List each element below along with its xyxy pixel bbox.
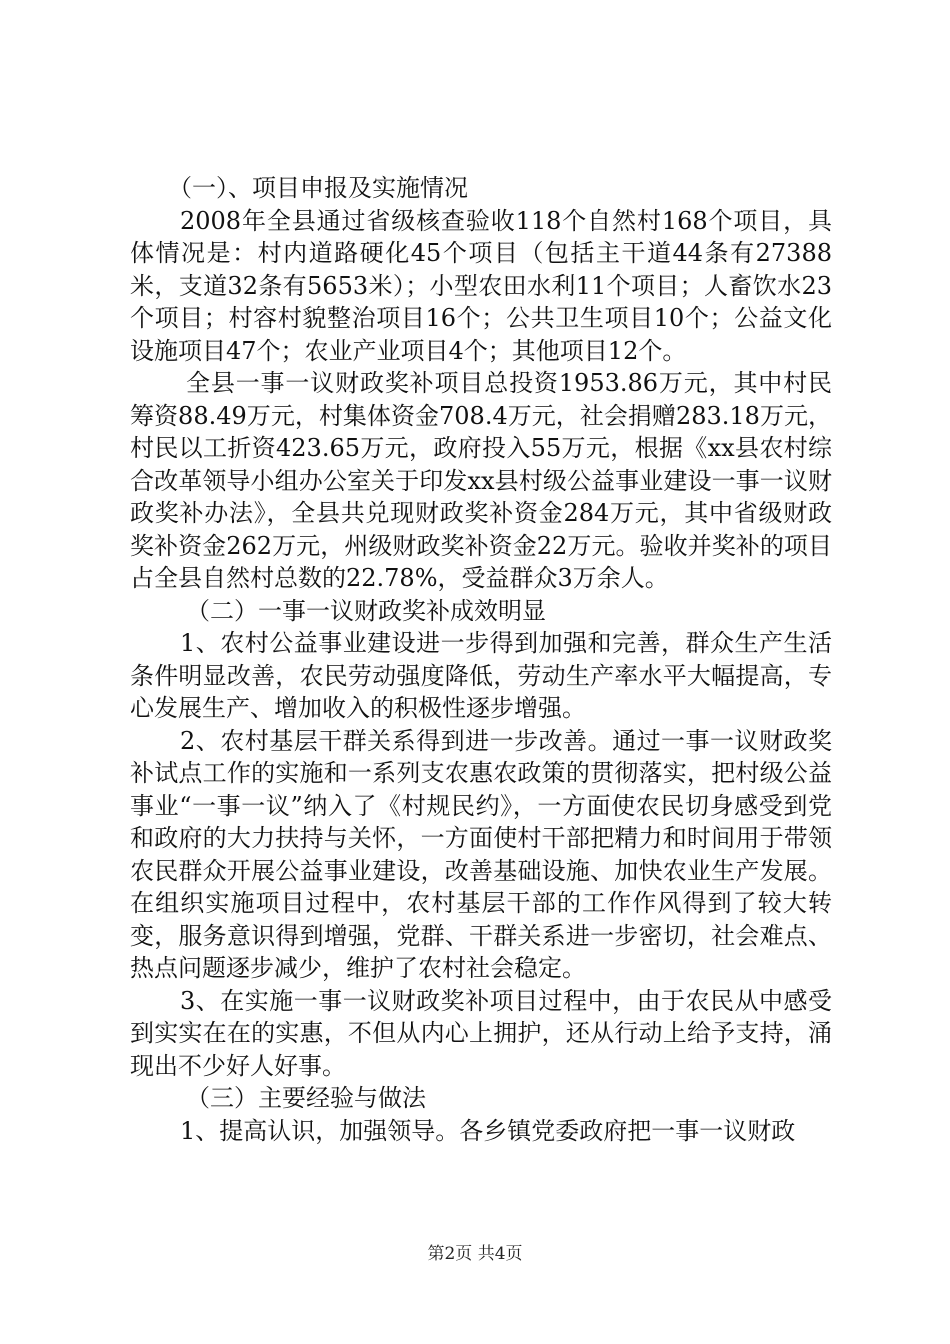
section-heading-2: （二）一事一议财政奖补成效明显 <box>186 596 546 625</box>
section-heading-3: （三）主要经验与做法 <box>186 1084 426 1112</box>
paragraph-project-summary: 2008年全县通过省级核查验收118个自然村168个项目，具体情况是：村内道路硬化45个项目（包括主干道44条有27388米，支道32条有5653米）；小型农田水利11个项目；人畜饮水23个项目；村容村貌整治项目16个；公共卫生项目10个；公益文化设施项目47个；农业产业项目4个；其他项目12个。 <box>130 206 832 365</box>
paragraph-experience-1: 1、提高认识，加强领导。各乡镇党委政府把一事一议财政 <box>180 1116 796 1145</box>
section-heading-1: （一）、项目申报及实施情况 <box>168 174 468 202</box>
paragraph-point-3: 3、在实施一事一议财政奖补项目过程中，由于农民从中感受到实实在在的实惠，不但从内心上拥护，还从行动上给予支持，涌现出不少好人好事。 <box>130 986 832 1080</box>
paragraph-point-1: 1、农村公益事业建设进一步得到加强和完善，群众生产生活条件明显改善，农民劳动强度降低，劳动生产率水平大幅提高，专心发展生产、增加收入的积极性逐步增强。 <box>130 629 832 722</box>
page-number-footer: 第2页 共4页 <box>427 1244 523 1264</box>
paragraph-investment-summary: 全县一事一议财政奖补项目总投资1953.86万元，其中村民筹资88.49万元，村集体资金708.4万元，社会捐赠283.18万元，村民以工折资423.65万元，政府投入55万元，根据《xx县农村综合改革领导小组办公室关于印发xx县村级公益事业建设一事一议财政奖补办法》，全县共兑现财政奖补资金284万元，其中省级财政奖补资金262万元，州级财政奖补资金22万元。验收并奖补的项目占全县自然村总数的22.78%，受益群众3万余人。 <box>130 369 832 592</box>
document-body <box>130 172 832 1147</box>
paragraph-point-2: 2、农村基层干群关系得到进一步改善。通过一事一议财政奖补试点工作的实施和一系列支农惠农政策的贯彻落实，把村级公益事业“一事一议”纳入了《村规民约》，一方面使农民切身感受到党和政府的大力扶持与关怀，一方面使村干部把精力和时间用于带领农民群众开展公益事业建设，改善基础设施、加快农业生产发展。在组织实施项目过程中，农村基层干部的工作作风得到了较大转变，服务意识得到增强，党群、干群关系进一步密切，社会难点、热点问题逐步减少，维护了农村社会稳定。 <box>130 726 832 982</box>
